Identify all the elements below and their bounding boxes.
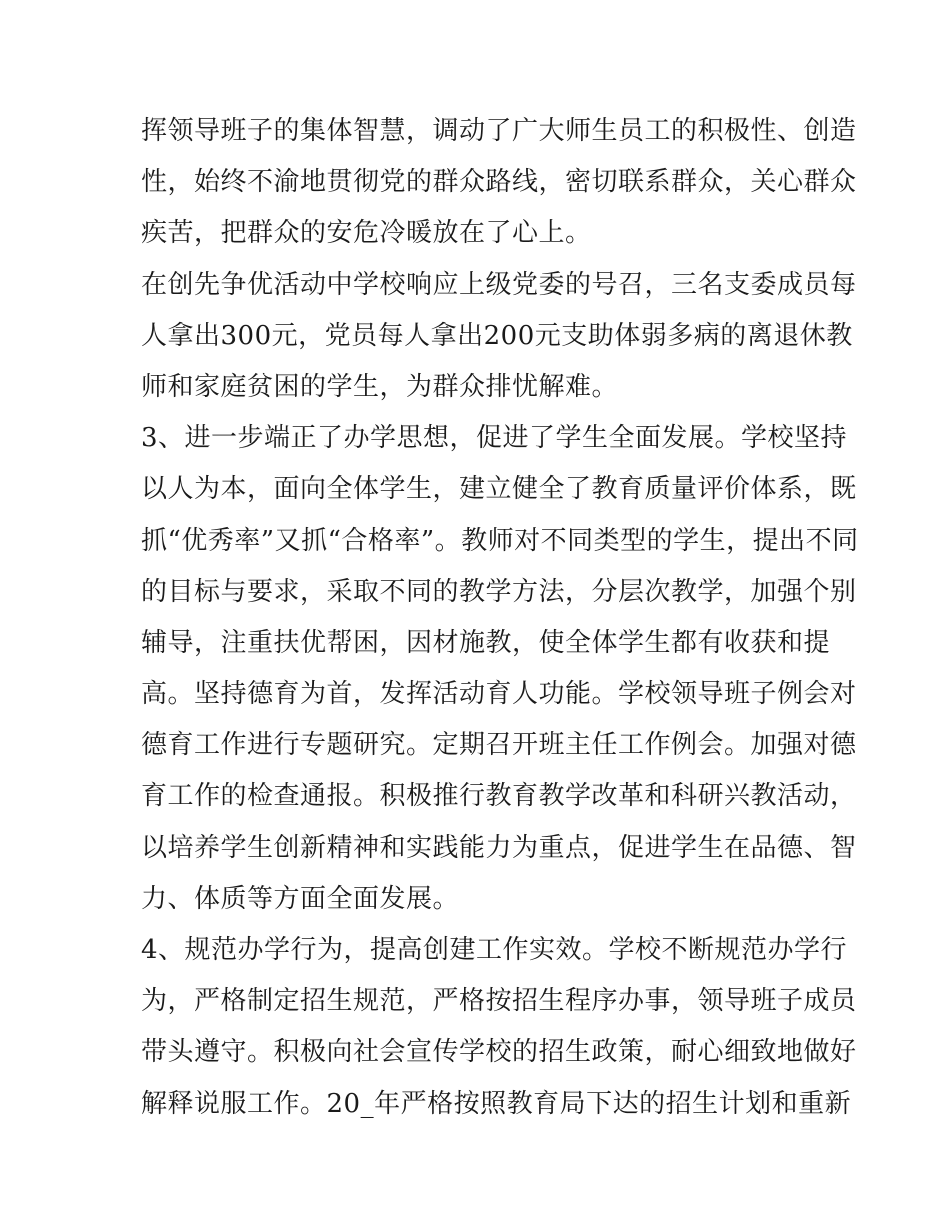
text-line: 挥领导班子的集体智慧，调动了广大师生员工的积极性、创造 (141, 116, 857, 146)
text-line: 性，始终不渝地贯彻党的群众路线，密切联系群众，关心群众 (141, 167, 857, 198)
text-line: 力、体质等方面全面发展。 (141, 883, 460, 914)
body-text (141, 106, 859, 1130)
text-line: 在创先争优活动中学校响应上级党委的号召，三名支委成员每 (141, 269, 857, 300)
text-line: 以培养学生创新精神和实践能力为重点，促进学生在品德、智 (141, 832, 857, 863)
text-line: 德育工作进行专题研究。定期召开班主任工作例会。加强对德 (141, 730, 857, 761)
text-line: 以人为本，面向全体学生，建立健全了教育质量评价体系，既 (141, 474, 857, 505)
text-line: 3、进一步端正了办学思想，促进了学生全面发展。学校坚持 (141, 423, 848, 454)
text-line: 高。坚持德育为首，发挥活动育人功能。学校领导班子例会对 (141, 679, 857, 710)
text-line: 辅导，注重扶优帮困，因材施教，使全体学生都有收获和提 (141, 627, 831, 658)
text-line: 带头遵守。积极向社会宣传学校的招生政策，耐心细致地做好 (141, 1037, 857, 1068)
text-line: 抓“优秀率”又抓“合格率”。教师对不同类型的学生，提出不同 (141, 525, 859, 556)
text-line: 解释说服工作。20_年严格按照教育局下达的招生计划和重新 (141, 1088, 852, 1119)
text-line: 的目标与要求，采取不同的教学方法，分层次教学，加强个别 (141, 576, 857, 607)
text-line: 育工作的检查通报。积极推行教育教学改革和科研兴教活动， (141, 781, 857, 812)
text-line: 为，严格制定招生规范，严格按招生程序办事，领导班子成员 (141, 986, 857, 1017)
text-line: 师和家庭贫困的学生，为群众排忧解难。 (141, 371, 619, 402)
text-line: 疾苦，把群众的安危冷暖放在了心上。 (141, 218, 592, 249)
text-line: 人拿出300元，党员每人拿出200元支助体弱多病的离退休教 (141, 320, 853, 351)
text-line: 4、规范办学行为，提高创建工作实效。学校不断规范办学行 (141, 935, 848, 965)
